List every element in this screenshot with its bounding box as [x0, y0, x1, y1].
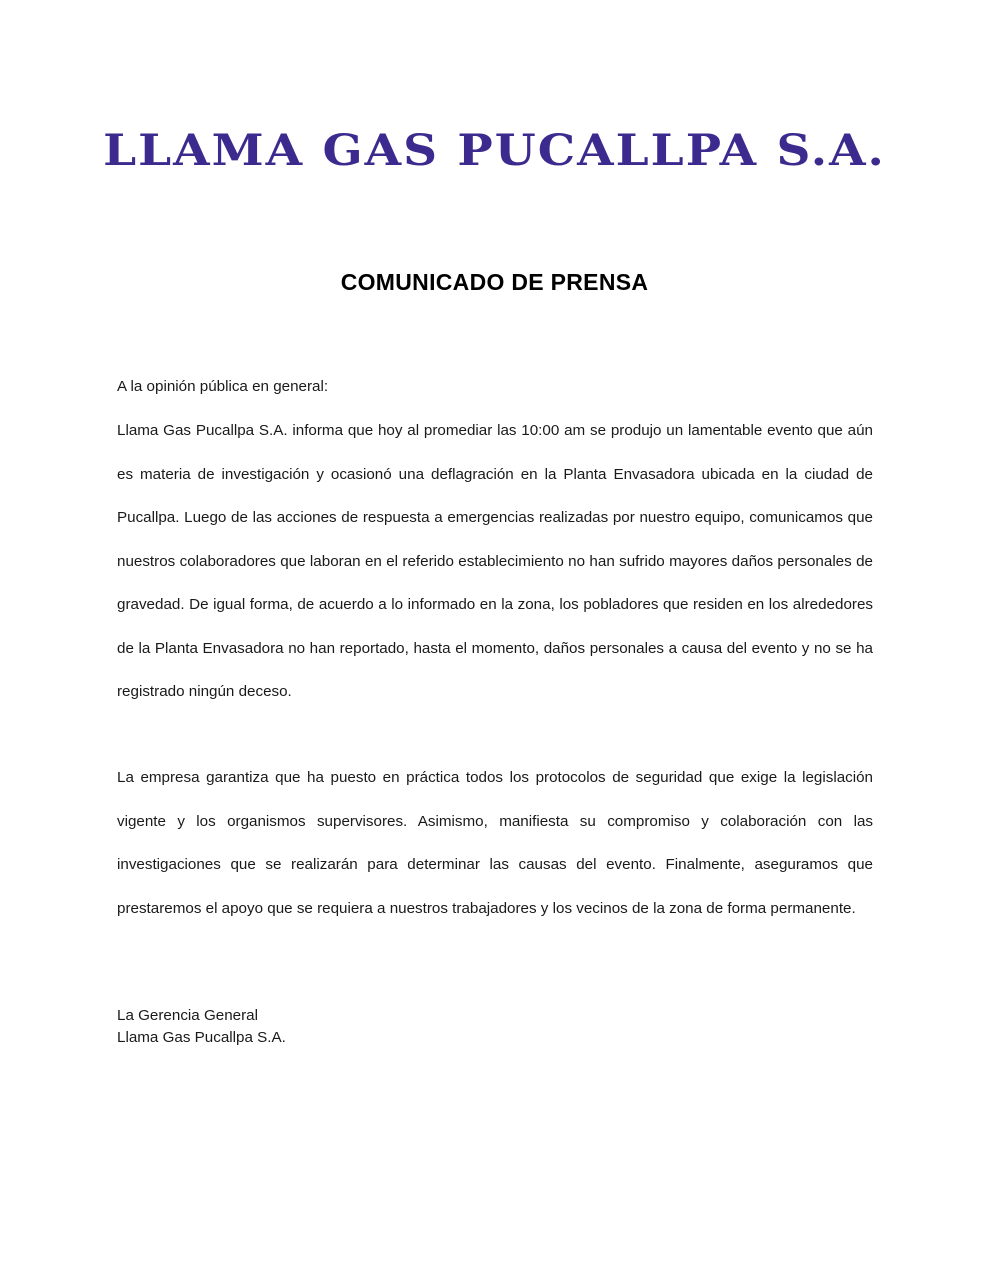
greeting-line: A la opinión pública en general:	[117, 378, 329, 395]
body-paragraph-incident: Llama Gas Pucallpa S.A. informa que hoy al promediar las 10:00 am se produjo un lamentable evento que aún es materia de investigación y ocasionó una deflagración en la Planta Envasadora ubicada en la ciudad de Pucallpa. Luego de las acciones de respuesta a emergencias realizadas por nuestro equipo, comunicamos que nuestros colaboradores que laboran en el referido establecimiento no han sufrido mayores daños personales de gravedad. De igual forma, de acuerdo a lo informado en la zona, los pobladores que residen en los alrededores de la Planta Envasadora no han reportado, hasta el momento, daños personales a causa del evento y no se ha registrado ningún deceso.	[117, 422, 873, 700]
signature-company: Llama Gas Pucallpa S.A.	[117, 1029, 286, 1046]
body-paragraph-commitment: La empresa garantiza que ha puesto en práctica todos los protocolos de seguridad que exige la legislación vigente y los organismos supervisores. Asimismo, manifiesta su compromiso y colaboración con las investigaciones que se realizarán para determinar las causas del evento. Finalmente, aseguramos que prestaremos el apoyo que se requiera a nuestros trabajadores y los vecinos de la zona de forma permanente.	[117, 769, 873, 917]
signature-department: La Gerencia General	[117, 1007, 258, 1024]
signature-block	[117, 1005, 873, 1049]
press-release-title: COMUNICADO DE PRENSA	[340, 269, 649, 295]
company-name-heading: LLAMA GAS PUCALLPA S.A.	[103, 125, 886, 176]
